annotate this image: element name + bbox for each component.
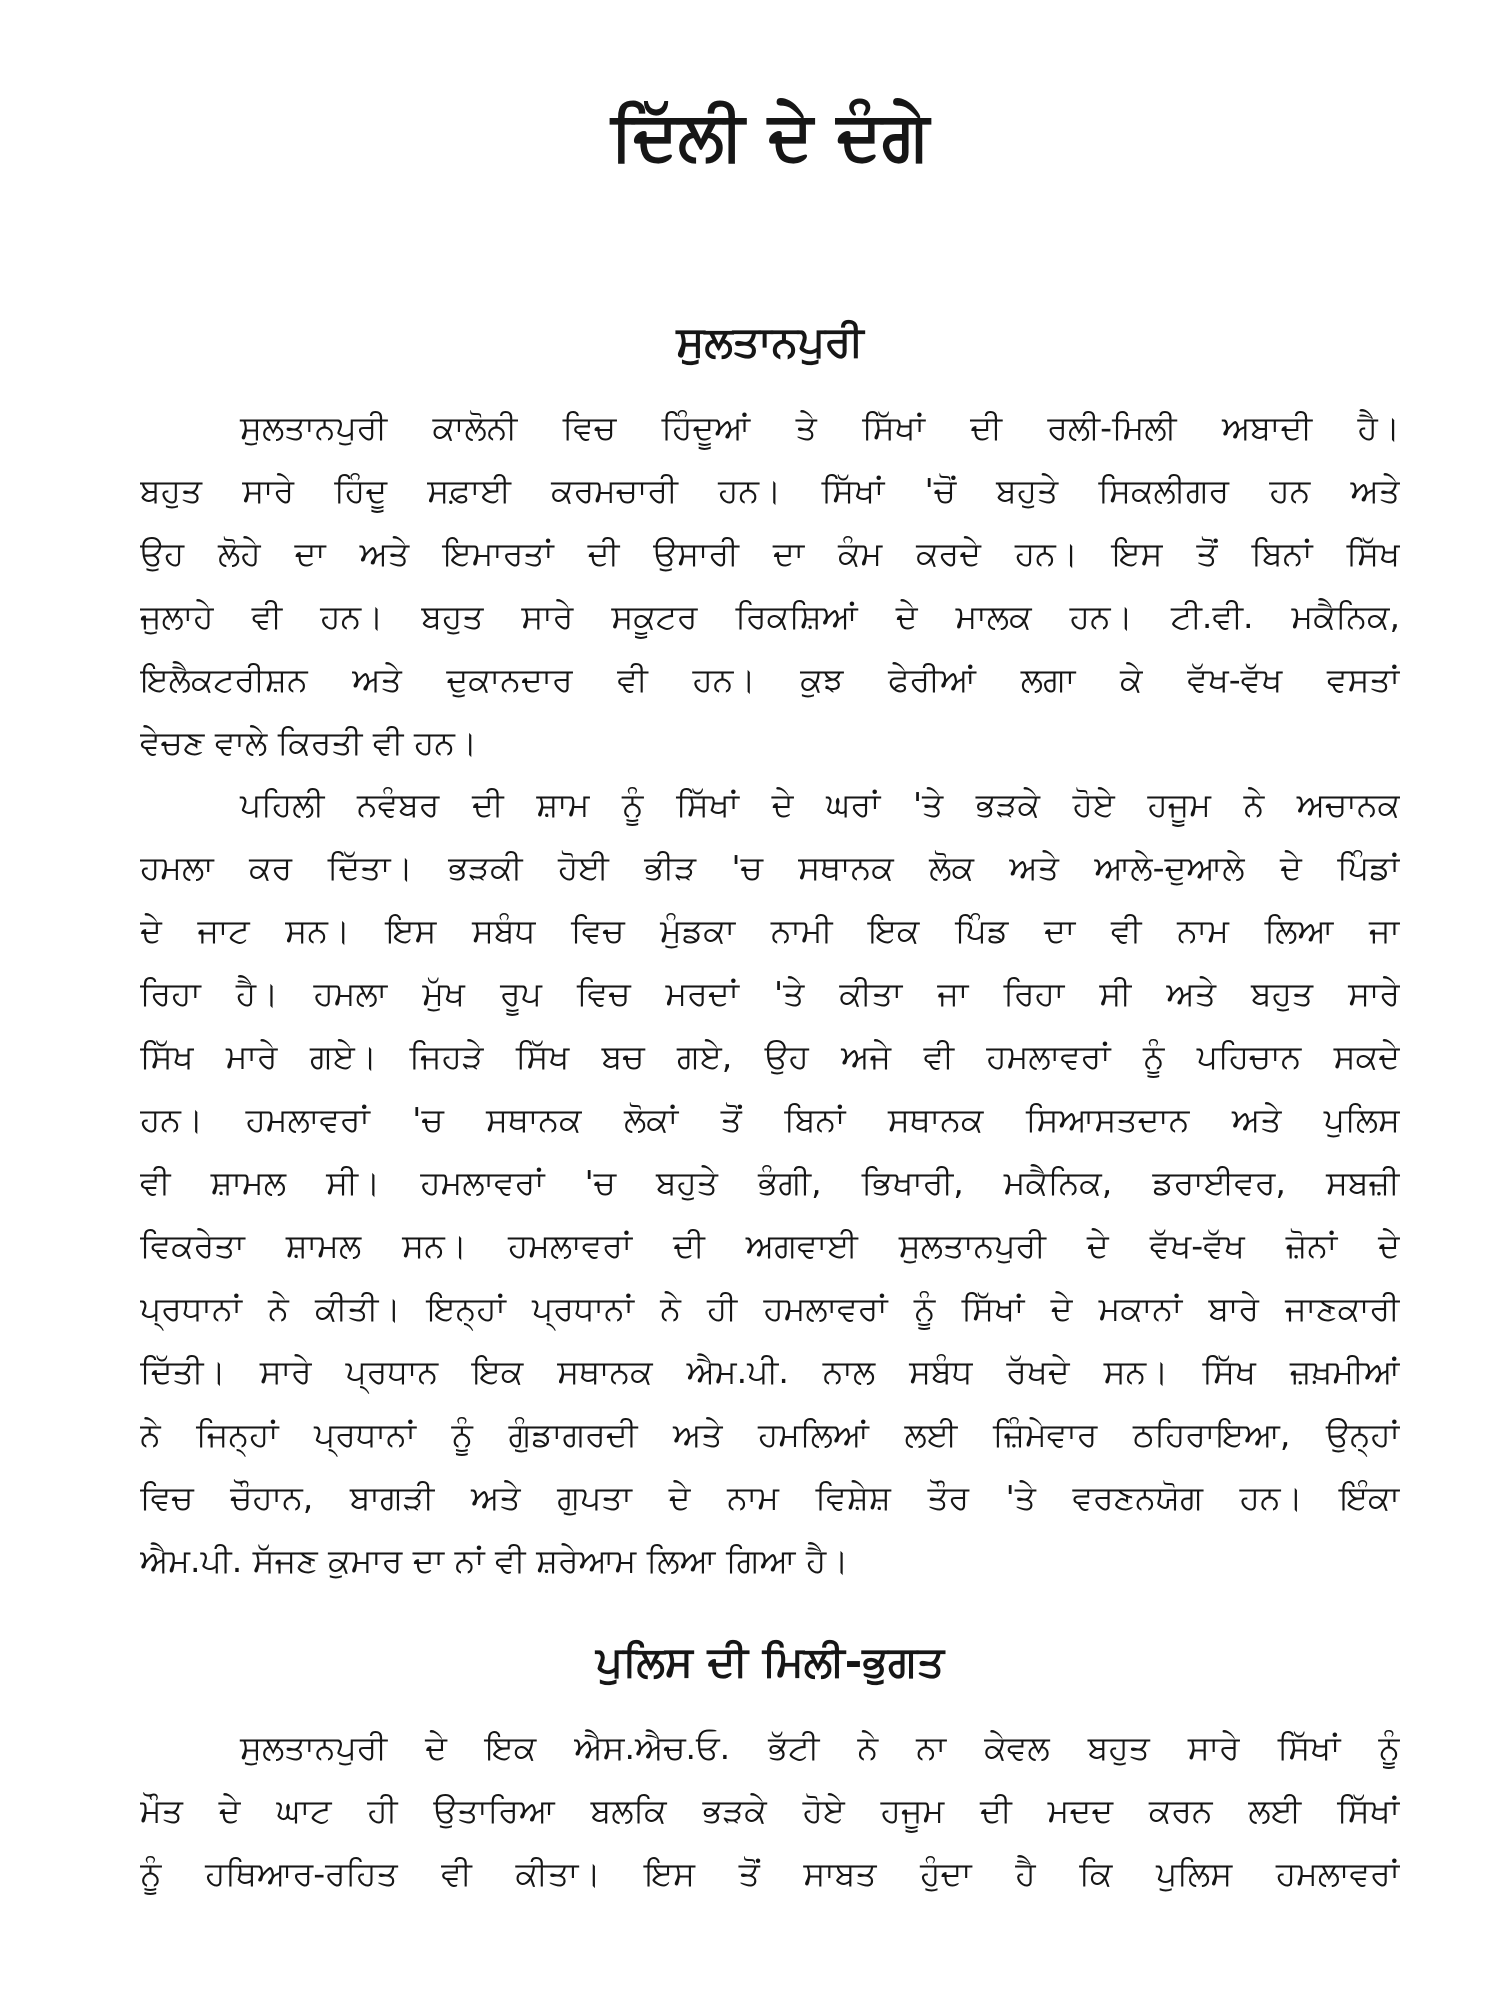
text-line: ਉਹ ਲੋਹੇ ਦਾ ਅਤੇ ਇਮਾਰਤਾਂ ਦੀ ਉਸਾਰੀ ਦਾ ਕੰਮ ਕਰਦੇ ਹਨ। ਇਸ ਤੋਂ ਬਿਨਾਂ ਸਿੱਖ: [140, 534, 1400, 573]
section-heading-sultanpuri: ਸੁਲਤਾਨਪੁਰੀ: [676, 317, 864, 366]
text-line: ਬਹੁਤ ਸਾਰੇ ਹਿੰਦੂ ਸਫ਼ਾਈ ਕਰਮਚਾਰੀ ਹਨ। ਸਿੱਖਾਂ 'ਚੋਂ ਬਹੁਤੇ ਸਿਕਲੀਗਰ ਹਨ ਅਤੇ: [140, 471, 1400, 510]
text-line: ਵੀ ਸ਼ਾਮਲ ਸੀ। ਹਮਲਾਵਰਾਂ 'ਚ ਬਹੁਤੇ ਭੰਗੀ, ਭਿਖਾਰੀ, ਮਕੈਨਿਕ, ਡਰਾਈਵਰ, ਸਬਜ਼ੀ: [140, 1163, 1400, 1202]
text-line: ਸੁਲਤਾਨਪੁਰੀ ਕਾਲੋਨੀ ਵਿਚ ਹਿੰਦੂਆਂ ਤੇ ਸਿੱਖਾਂ ਦੀ ਰਲੀ-ਮਿਲੀ ਅਬਾਦੀ ਹੈ।: [240, 408, 1400, 447]
text-line: ਦਿੱਤੀ। ਸਾਰੇ ਪ੍ਰਧਾਨ ਇਕ ਸਥਾਨਕ ਐਮ.ਪੀ. ਨਾਲ ਸਬੰਧ ਰੱਖਦੇ ਸਨ। ਸਿੱਖ ਜ਼ਖ਼ਮੀਆਂ: [140, 1352, 1400, 1391]
text-line: ਐਮ.ਪੀ. ਸੱਜਣ ਕੁਮਾਰ ਦਾ ਨਾਂ ਵੀ ਸ਼ਰੇਆਮ ਲਿਆ ਗਿਆ ਹੈ।: [140, 1541, 849, 1580]
text-line: ਮੌਤ ਦੇ ਘਾਟ ਹੀ ਉਤਾਰਿਆ ਬਲਕਿ ਭੜਕੇ ਹੋਏ ਹਜੂਮ ਦੀ ਮਦਦ ਕਰਨ ਲਈ ਸਿੱਖਾਂ: [140, 1791, 1400, 1830]
text-line: ਦੇ ਜਾਟ ਸਨ। ਇਸ ਸਬੰਧ ਵਿਚ ਮੁੰਡਕਾ ਨਾਮੀ ਇਕ ਪਿੰਡ ਦਾ ਵੀ ਨਾਮ ਲਿਆ ਜਾ: [140, 911, 1400, 950]
text-line: ਵੇਚਣ ਵਾਲੇ ਕਿਰਤੀ ਵੀ ਹਨ।: [140, 723, 478, 762]
text-line: ਹਮਲਾ ਕਰ ਦਿੱਤਾ। ਭੜਕੀ ਹੋਈ ਭੀੜ 'ਚ ਸਥਾਨਕ ਲੋਕ ਅਤੇ ਆਲੇ-ਦੁਆਲੇ ਦੇ ਪਿੰਡਾਂ: [140, 848, 1400, 887]
text-line: ਹਨ। ਹਮਲਾਵਰਾਂ 'ਚ ਸਥਾਨਕ ਲੋਕਾਂ ਤੋਂ ਬਿਨਾਂ ਸਥਾਨਕ ਸਿਆਸਤਦਾਨ ਅਤੇ ਪੁਲਿਸ: [140, 1100, 1400, 1139]
text-line: ਰਿਹਾ ਹੈ। ਹਮਲਾ ਮੁੱਖ ਰੂਪ ਵਿਚ ਮਰਦਾਂ 'ਤੇ ਕੀਤਾ ਜਾ ਰਿਹਾ ਸੀ ਅਤੇ ਬਹੁਤ ਸਾਰੇ: [140, 974, 1400, 1013]
page-title: ਦਿੱਲੀ ਦੇ ਦੰਗੇ: [610, 97, 930, 176]
text-line: ਨੂੰ ਹਥਿਆਰ-ਰਹਿਤ ਵੀ ਕੀਤਾ। ਇਸ ਤੋਂ ਸਾਬਤ ਹੁੰਦਾ ਹੈ ਕਿ ਪੁਲਿਸ ਹਮਲਾਵਰਾਂ: [140, 1854, 1400, 1893]
paragraph-november-attack: [140, 773, 1400, 1592]
text-line: ਜੁਲਾਹੇ ਵੀ ਹਨ। ਬਹੁਤ ਸਾਰੇ ਸਕੂਟਰ ਰਿਕਸ਼ਿਆਂ ਦੇ ਮਾਲਕ ਹਨ। ਟੀ.ਵੀ. ਮਕੈਨਿਕ,: [140, 597, 1400, 636]
text-line: ਵਿਚ ਚੌਹਾਨ, ਬਾਗੜੀ ਅਤੇ ਗੁਪਤਾ ਦੇ ਨਾਮ ਵਿਸ਼ੇਸ਼ ਤੌਰ 'ਤੇ ਵਰਣਨਯੋਗ ਹਨ। ਇੰਕਾ: [140, 1478, 1400, 1517]
paragraph-sultanpuri-intro: [140, 396, 1400, 774]
text-line: ਸਿੱਖ ਮਾਰੇ ਗਏ। ਜਿਹੜੇ ਸਿੱਖ ਬਚ ਗਏ, ਉਹ ਅਜੇ ਵੀ ਹਮਲਾਵਰਾਂ ਨੂੰ ਪਹਿਚਾਨ ਸਕਦੇ: [140, 1037, 1400, 1076]
text-line: ਸੁਲਤਾਨਪੁਰੀ ਦੇ ਇਕ ਐਸ.ਐਚ.ਓ. ਭੱਟੀ ਨੇ ਨਾ ਕੇਵਲ ਬਹੁਤ ਸਾਰੇ ਸਿੱਖਾਂ ਨੂੰ: [240, 1728, 1400, 1767]
document-page: [140, 0, 1400, 2000]
text-line: ਇਲੈਕਟਰੀਸ਼ਨ ਅਤੇ ਦੁਕਾਨਦਾਰ ਵੀ ਹਨ। ਕੁਝ ਫੇਰੀਆਂ ਲਗਾ ਕੇ ਵੱਖ-ਵੱਖ ਵਸਤਾਂ: [140, 660, 1400, 699]
text-line: ਪ੍ਰਧਾਨਾਂ ਨੇ ਕੀਤੀ। ਇਨ੍ਹਾਂ ਪ੍ਰਧਾਨਾਂ ਨੇ ਹੀ ਹਮਲਾਵਰਾਂ ਨੂੰ ਸਿੱਖਾਂ ਦੇ ਮਕਾਨਾਂ ਬਾਰੇ ਜਾਣਕਾਰੀ: [140, 1289, 1400, 1328]
text-line: ਵਿਕਰੇਤਾ ਸ਼ਾਮਲ ਸਨ। ਹਮਲਾਵਰਾਂ ਦੀ ਅਗਵਾਈ ਸੁਲਤਾਨਪੁਰੀ ਦੇ ਵੱਖ-ਵੱਖ ਜ਼ੋਨਾਂ ਦੇ: [140, 1226, 1400, 1265]
text-line: ਪਹਿਲੀ ਨਵੰਬਰ ਦੀ ਸ਼ਾਮ ਨੂੰ ਸਿੱਖਾਂ ਦੇ ਘਰਾਂ 'ਤੇ ਭੜਕੇ ਹੋਏ ਹਜੂਮ ਨੇ ਅਚਾਨਕ: [240, 785, 1400, 824]
text-line: ਨੇ ਜਿਨ੍ਹਾਂ ਪ੍ਰਧਾਨਾਂ ਨੂੰ ਗੁੰਡਾਗਰਦੀ ਅਤੇ ਹਮਲਿਆਂ ਲਈ ਜ਼ਿੰਮੇਵਾਰ ਠਹਿਰਾਇਆ, ਉਨ੍ਹਾਂ: [140, 1415, 1400, 1454]
section-heading-police-collusion: ਪੁਲਿਸ ਦੀ ਮਿਲੀ-ਭੁਗਤ: [595, 1637, 945, 1686]
paragraph-police-collusion: [140, 1716, 1400, 1905]
